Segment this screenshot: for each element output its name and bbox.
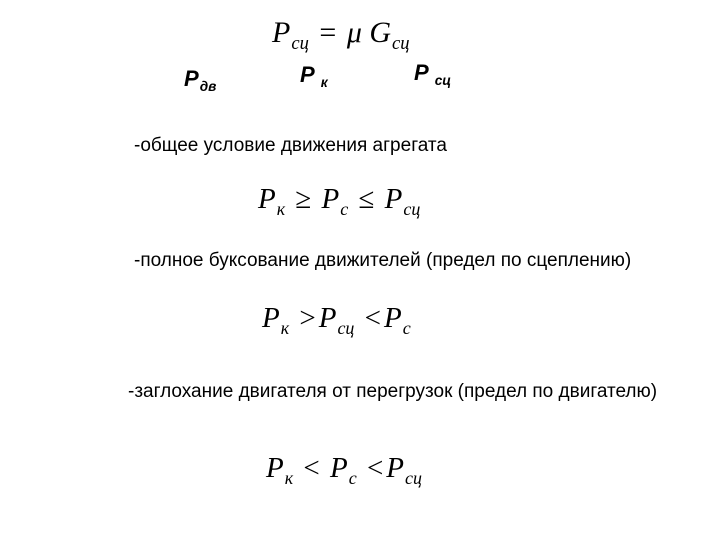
caption-engine-stall: -заглохание двигателя от перегрузок (предел по двигателю)	[128, 381, 658, 402]
top-formula-g-subscript: сц	[392, 33, 410, 55]
top-formula	[272, 16, 410, 55]
term-p: P	[329, 452, 348, 484]
operator: <	[303, 452, 320, 484]
caption-general-condition: -общее условие движения агрегата	[134, 135, 447, 156]
label-p-sc-letter: P	[414, 60, 429, 85]
caption-full-slip: -полное буксование движителей (предел по сцеплению)	[134, 250, 632, 271]
term-p: P	[262, 302, 280, 334]
term-subscript: с	[402, 317, 411, 338]
term-p: P	[318, 302, 337, 334]
label-p-sc	[414, 60, 452, 89]
term-subscript: сц	[403, 198, 421, 219]
term-subscript: к	[284, 467, 294, 488]
term-p: P	[266, 452, 284, 484]
label-p-sc-subscript: сц	[434, 73, 452, 89]
label-p-dv-letter: P	[184, 66, 199, 91]
top-formula-p-subscript: сц	[291, 33, 309, 55]
label-p-k-subscript: к	[320, 75, 328, 91]
label-p-dv	[184, 66, 217, 95]
operator: <	[366, 452, 384, 484]
operator: <	[364, 302, 382, 334]
term-subscript: к	[276, 198, 286, 219]
term-p: P	[258, 183, 276, 215]
top-formula-equals: =	[319, 16, 337, 49]
top-formula-mu: μ	[346, 16, 362, 49]
term-p: P	[321, 183, 340, 215]
formula-engine-stall	[266, 452, 422, 488]
label-p-k-letter: P	[300, 62, 315, 87]
term-p: P	[386, 452, 405, 484]
term-subscript: с	[340, 198, 349, 219]
formula-general-condition	[258, 183, 421, 219]
term-subscript: к	[280, 317, 290, 338]
term-p: P	[384, 302, 402, 334]
term-p: P	[384, 183, 403, 215]
operator: ≤	[358, 183, 375, 215]
top-formula-p: P	[272, 16, 291, 49]
term-subscript: сц	[337, 317, 355, 338]
term-subscript: сц	[405, 467, 422, 488]
formula-full-slip	[262, 302, 411, 338]
label-p-k	[300, 62, 328, 91]
label-p-dv-subscript: дв	[199, 79, 217, 95]
operator: >	[299, 302, 316, 334]
term-subscript: с	[348, 467, 357, 488]
operator: ≥	[295, 183, 312, 215]
top-formula-g: G	[369, 16, 392, 49]
